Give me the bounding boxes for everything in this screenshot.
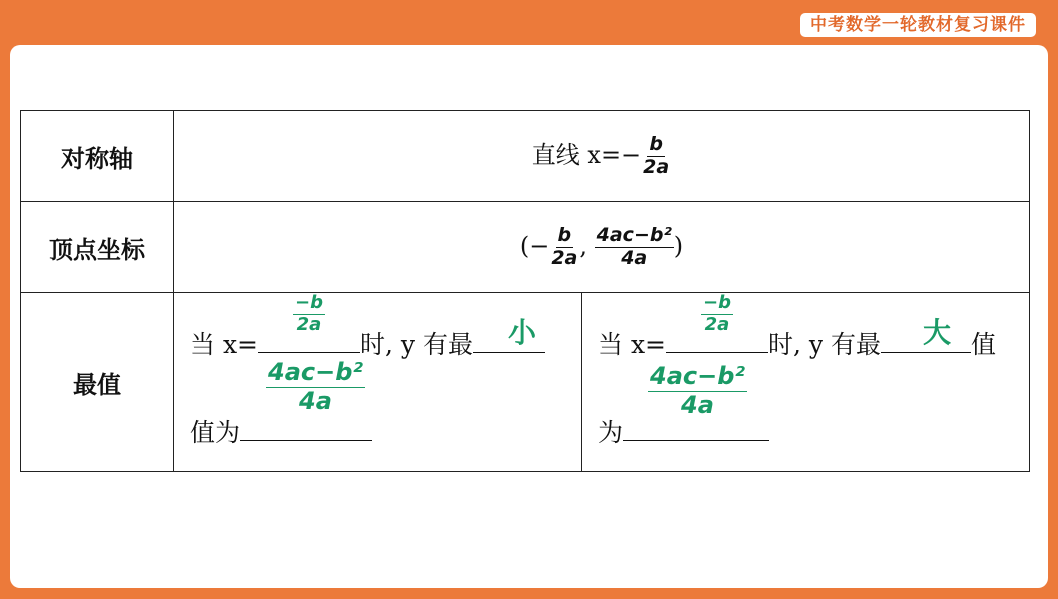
axis-formula: [174, 111, 1030, 202]
course-banner: 中考数学一轮教材复习课件: [800, 13, 1036, 37]
text-value-right: 值: [970, 330, 996, 359]
axis-denominator: 2a: [643, 155, 670, 178]
answer-x-left-fraction: [293, 293, 325, 335]
extreme-case-a-positive: [174, 293, 582, 472]
vertex-y-denominator: 4a: [621, 246, 648, 269]
answer-value-left-den: 4a: [299, 386, 332, 415]
answer-value-right-den: 4a: [681, 390, 714, 419]
table-row-axis: [21, 111, 1030, 202]
table-row-vertex: [21, 202, 1030, 293]
answer-value-left-num: 4ac−b²: [268, 358, 363, 386]
answer-word-min: 小: [507, 316, 536, 349]
axis-prefix: 直线 x=−: [531, 140, 642, 169]
answer-word-max: 大: [922, 316, 951, 349]
answer-value-right: [648, 363, 744, 419]
answer-x-left-num: −b: [295, 292, 323, 313]
text-is: 为: [598, 418, 624, 447]
row-label-axis: 对称轴: [21, 111, 174, 202]
axis-numerator: b: [649, 132, 663, 155]
vertex-y-fraction: [595, 225, 674, 270]
vertex-x-denominator: 2a: [551, 246, 578, 269]
blank-value-left: [240, 414, 372, 441]
blank-value-right: [623, 414, 769, 441]
answer-x-right-den: 2a: [704, 313, 730, 335]
table-row-extreme: [21, 293, 1030, 472]
extreme-left-line2: [190, 413, 372, 449]
quadratic-properties-table: [20, 110, 1030, 472]
text-value-is: 值为: [190, 418, 241, 447]
answer-value-right-num: 4ac−b²: [650, 362, 745, 390]
answer-value-left: [266, 359, 362, 415]
vertex-y-numerator: 4ac−b²: [596, 223, 672, 246]
answer-x-right: [666, 293, 768, 335]
extreme-right-line2: [598, 413, 769, 449]
vertex-x-numerator: b: [557, 223, 572, 246]
answer-x-right-fraction: [701, 293, 733, 335]
answer-x-left-den: 2a: [296, 313, 322, 335]
vertex-comma: ,: [579, 231, 587, 260]
row-label-extreme: 最值: [21, 293, 174, 472]
axis-fraction: [641, 134, 671, 179]
vertex-x-fraction: [549, 225, 579, 270]
vertex-open: (−: [519, 231, 550, 260]
vertex-formula: [174, 202, 1030, 293]
content-card: [10, 45, 1048, 588]
extreme-case-a-negative: [582, 293, 1030, 472]
answer-value-left-fraction: [266, 359, 365, 415]
text-when-x: 当 x=: [190, 330, 258, 359]
answer-value-right-fraction: [648, 363, 747, 419]
answer-x-right-num: −b: [703, 292, 731, 313]
text-y-has-extreme-right: 时, y 有最: [768, 330, 881, 359]
text-y-has-extreme: 时, y 有最: [360, 330, 473, 359]
row-label-vertex: 顶点坐标: [21, 202, 174, 293]
vertex-close: ): [673, 231, 684, 260]
text-when-x-right: 当 x=: [598, 330, 666, 359]
answer-x-left: [258, 293, 360, 335]
